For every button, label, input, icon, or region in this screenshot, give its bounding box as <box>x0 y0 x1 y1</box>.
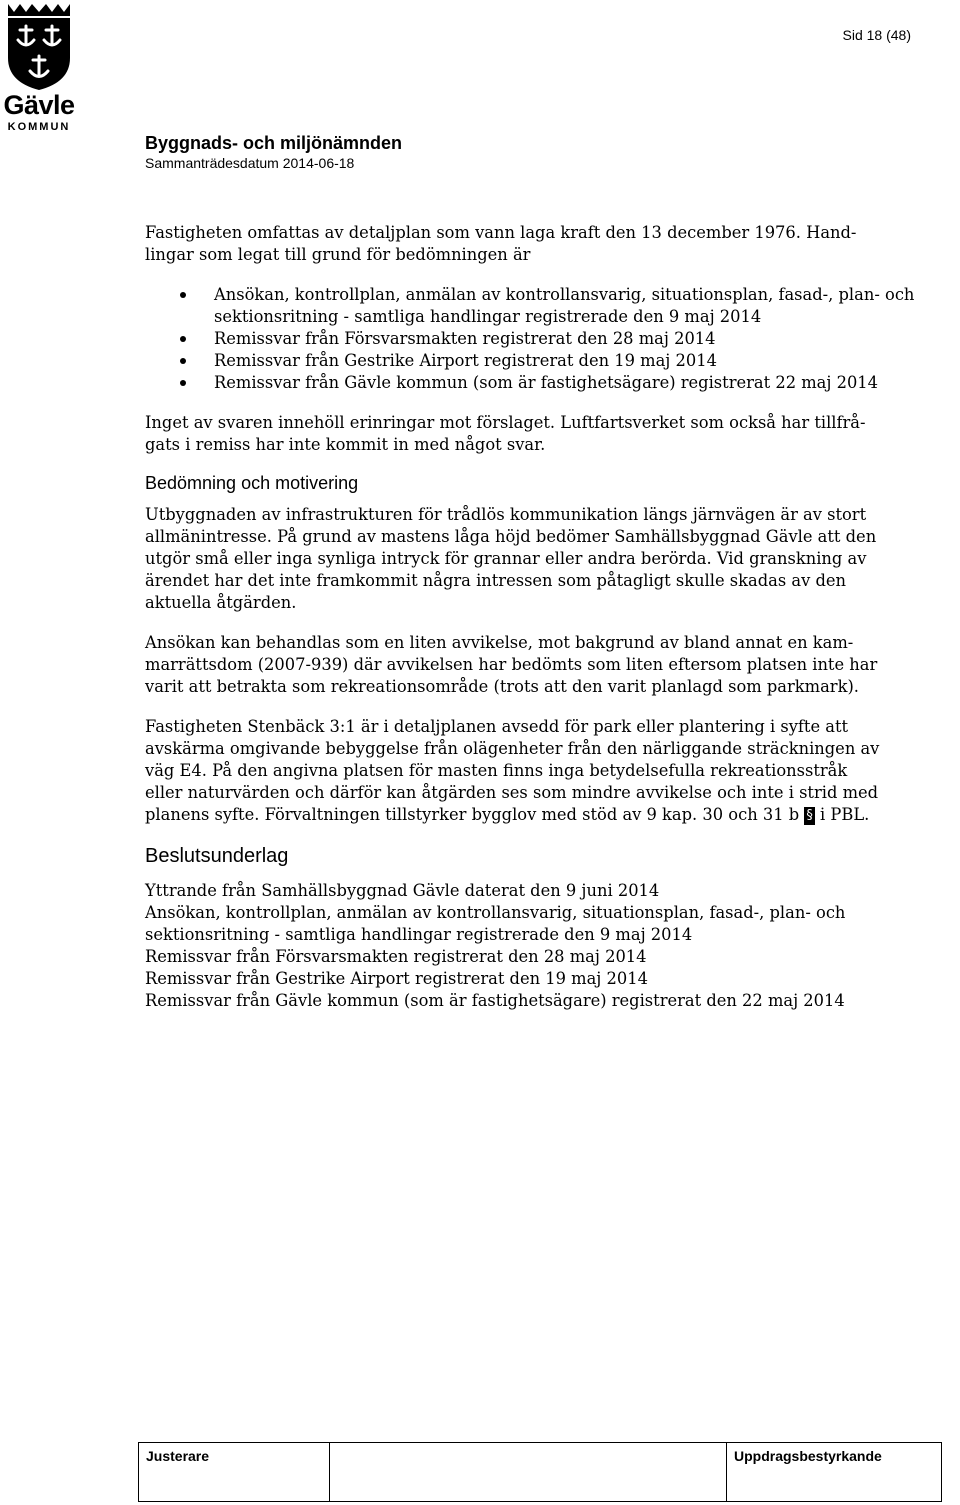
signature-cell <box>330 1443 727 1501</box>
intro-line: Fastigheten omfattas av detaljplan som vann laga kraft den 13 december 1976. Hand- <box>145 223 857 242</box>
text-line: Utbyggnaden av infrastrukturen för trådlös kommunikation längs järnvägen är av stort <box>145 505 867 524</box>
signature-table <box>138 1442 942 1502</box>
text-line: Fastigheten Stenbäck 3:1 är i detaljplanen avsedd för park eller plantering i syfte att <box>145 717 849 736</box>
text-line: aktuella åtgärden. <box>145 593 297 612</box>
basis-line: Ansökan, kontrollplan, anmälan av kontrollansvarig, situationsplan, fasad-, plan- och <box>145 903 846 922</box>
text-line: i PBL. <box>814 805 870 824</box>
intro-paragraph <box>145 222 915 266</box>
list-item: Ansökan, kontrollplan, anmälan av kontrollansvarig, situationsplan, fasad-, plan- och sektionsritning - samtliga handlingar registrerade den 9 maj 2014 <box>145 284 915 328</box>
basis-line: Remissvar från Gestrike Airport registrerat den 19 maj 2014 <box>145 969 648 988</box>
assessment-paragraph-3 <box>145 716 915 826</box>
document-list <box>145 284 915 394</box>
basis-list <box>145 880 915 1012</box>
logo-subtitle: KOMMUN <box>7 121 71 133</box>
assessment-heading: Bedömning och motivering <box>145 473 359 493</box>
meeting-date: Sammanträdesdatum 2014-06-18 <box>145 155 355 171</box>
text-line: allmänintresse. På grund av mastens låga höjd bedömer Samhällsbyggnad Gävle att den <box>145 527 877 546</box>
list-item: Remissvar från Gävle kommun (som är fastighetsägare) registrerat 22 maj 2014 <box>145 372 915 394</box>
objections-line: gats i remiss har inte kommit in med något svar. <box>145 435 546 454</box>
text-line: planens syfte. Förvaltningen tillstyrker bygglov med stöd av 9 kap. 30 och 31 b <box>145 805 805 824</box>
text-line: marrättsdom (2007-939) där avvikelsen har bedömts som liten eftersom platsen inte har <box>145 655 878 674</box>
text-line: väg E4. På den angivna platsen för masten finns inga betydelsefulla rekreationsstråk <box>145 761 848 780</box>
page-number: Sid 18 (48) <box>842 27 911 43</box>
objections-line: Inget av svaren innehöll erinringar mot förslaget. Luftfartsverket som också har tillfrå- <box>145 413 866 432</box>
text-line: varit att betrakta som rekreationsområde (trots att den varit planlagd som parkmark). <box>145 677 859 696</box>
paragraph-symbol: § <box>806 808 813 823</box>
gavle-kommun-logo <box>0 0 78 134</box>
intro-line: lingar som legat till grund för bedömningen är <box>145 245 531 264</box>
text-line: utgör små eller inga synliga intryck för grannar eller andra berörda. Vid granskning av <box>145 549 867 568</box>
assessment-paragraph-2 <box>145 632 915 698</box>
text-line: Ansökan kan behandlas som en liten avvikelse, mot bakgrund av bland annat en kam- <box>145 633 854 652</box>
document-body <box>145 222 915 1012</box>
coat-of-arms-icon <box>0 0 78 92</box>
text-line: eller naturvärden och därför kan åtgärden ses som mindre avvikelse och inte i strid med <box>145 783 879 802</box>
committee-title: Byggnads- och miljönämnden <box>145 133 403 153</box>
basis-line: Remissvar från Försvarsmakten registrerat den 28 maj 2014 <box>145 947 647 966</box>
basis-line: Remissvar från Gävle kommun (som är fastighetsägare) registrerat den 22 maj 2014 <box>145 991 845 1010</box>
basis-line: Yttrande från Samhällsbyggnad Gävle daterat den 9 juni 2014 <box>145 881 660 900</box>
justerare-cell: Justerare <box>139 1443 330 1501</box>
basis-heading: Beslutsunderlag <box>145 845 289 867</box>
list-item: Remissvar från Försvarsmakten registrerat den 28 maj 2014 <box>145 328 915 350</box>
list-item: Remissvar från Gestrike Airport registrerat den 19 maj 2014 <box>145 350 915 372</box>
text-line: avskärma omgivande bebyggelse från olägenheter från den närliggande sträckningen av <box>145 739 880 758</box>
text-line: ärendet har det inte framkommit några intressen som påtagligt skulle skadas av den <box>145 571 846 590</box>
logo-wordmark: Gävle <box>3 90 75 120</box>
uppdragsbestyrkande-cell: Uppdragsbestyrkande <box>734 1448 882 1464</box>
basis-line: sektionsritning - samtliga handlingar registrerade den 9 maj 2014 <box>145 925 693 944</box>
objections-paragraph <box>145 412 915 456</box>
assessment-paragraph-1 <box>145 504 915 614</box>
